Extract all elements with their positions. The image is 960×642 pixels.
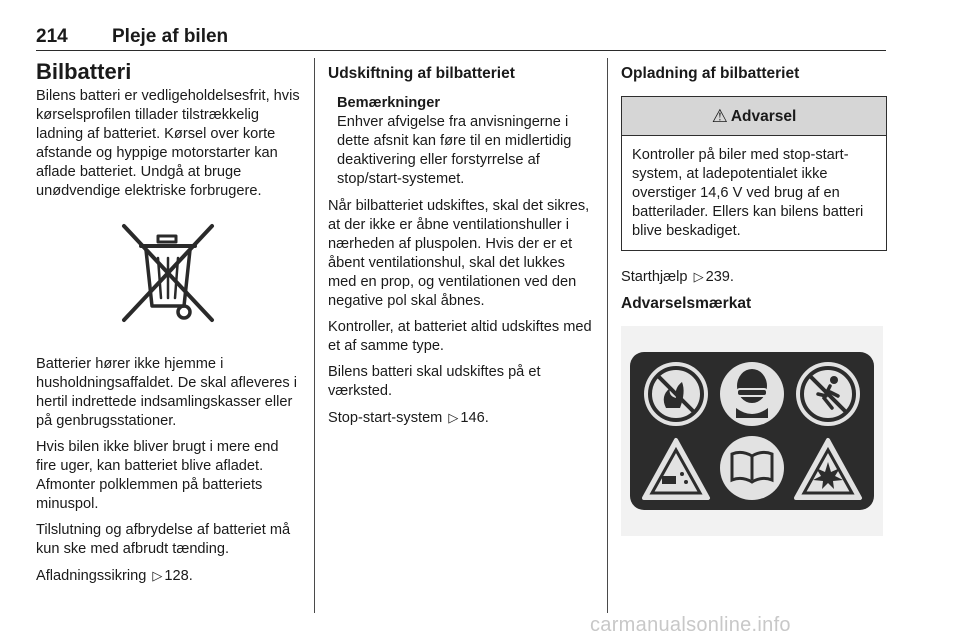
keep-children-away-icon [796,362,860,426]
section-heading-battery: Bilbatteri [36,59,132,84]
reference-arrow-icon: ▷ [448,410,459,425]
paragraph: Bilens batteri skal udskiftes på et værksted. [328,364,541,399]
note-text: Enhver afvigelse fra anvisningerne i dette afsnit kan føre til en midlertidig deaktivering eller forstyrrelse af stop/start-systemet. [337,114,572,187]
disposal-symbol [36,211,302,339]
note-title: Bemærkninger [337,95,440,111]
crossed-out-bin-icon [114,220,224,330]
warning-header [622,97,886,136]
column-battery [36,58,302,593]
column-replacement [328,58,594,435]
warning-triangle-icon: ⚠ [711,105,728,126]
page-header [36,22,886,52]
warning-title: Advarsel [730,107,797,125]
column-charging [621,58,887,536]
running-title: Pleje af bilen [112,26,229,47]
section-heading-replacement: Udskiftning af bilbatteriet [328,65,515,82]
paragraph: Når bilbatteriet udskiftes, skal det sikres, at der ikke er åbne ventilationshuller i nærheden af pluspolen. Hvis der er et åbent ventilationshul, skal det lukkes med en prop, og ventilationen ved den negative pol skal åbnes. [328,198,590,309]
warning-label-image [621,326,883,536]
paragraph: Hvis bilen ikke bliver brugt i mere end fire uger, kan batteriet blive afladet. Afmonter polklemmen på batteriets minuspol. [36,439,279,512]
warning-box [621,96,887,251]
section-heading-charging: Opladning af bilbatteriet [621,65,800,82]
cross-reference[interactable]: Afladningssikring ▷ 128. [36,568,193,584]
paragraph: Tilslutning og afbrydelse af batteriet må kun ske med afbrudt tænding. [36,522,291,557]
header-rule [36,50,886,51]
note-box [328,94,594,189]
paragraph: Bilens batteri er vedligeholdelsesfrit, hvis kørselsprofilen tillader tilstrækkelig ladning af batteriet. Kørsel over korte afstande og hyppige motorstarter kan aflade batteriet. Undgå at bruge unødvendige elektriske forbrugere. [36,88,300,199]
page-number: 214 [36,26,68,47]
cross-reference[interactable]: Starthjælp ▷ 239. [621,269,734,285]
reference-arrow-icon: ▷ [693,269,704,284]
paragraph: Batterier hører ikke hjemme i husholdningsaffaldet. De skal afleveres i hertil indrettede indsamlingskasser eller på genbrugsstationer. [36,356,297,429]
column-divider [314,58,315,613]
eye-protection-icon [720,362,784,426]
battery-warning-label-icon [628,350,876,512]
column-divider [607,58,608,613]
cross-reference[interactable]: Stop-start-system ▷ 146. [328,410,489,426]
no-fire-icon [644,362,708,426]
reference-arrow-icon: ▷ [152,568,163,583]
read-manual-icon [720,436,784,500]
watermark: carmanualsonline.info [590,614,791,636]
paragraph: Kontroller, at batteriet altid udskiftes med et af samme type. [328,319,592,354]
warning-text: Kontroller på biler med stop-start-system, at ladepotentialet ikke overstiger 14,6 V ved brug af en batterilader. Ellers kan bilens batteri blive beskadiget. [632,147,864,239]
subheading-warning-label: Advarselsmærkat [621,295,752,312]
